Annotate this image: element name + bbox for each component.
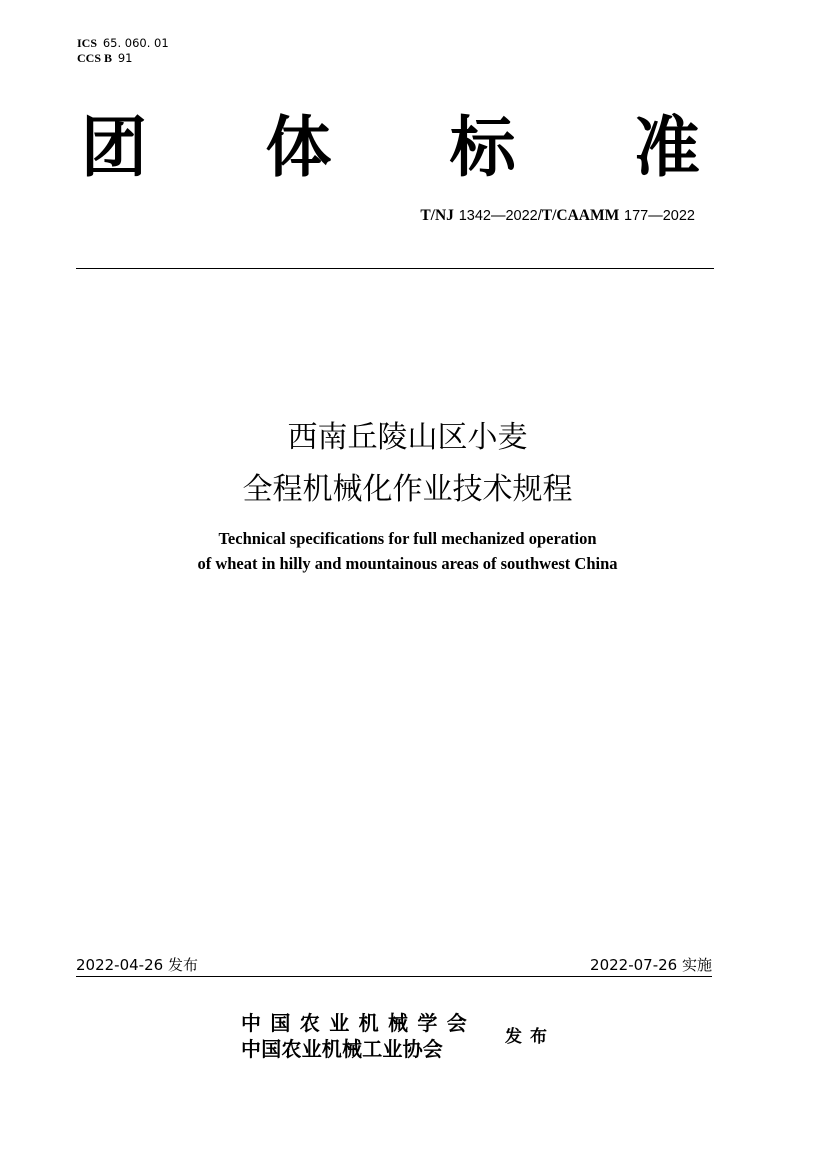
title-zh-line-2: 全程机械化作业技术规程: [242, 472, 573, 507]
header-divider: [76, 268, 714, 269]
std-number-1: 1342—2022/: [458, 208, 542, 224]
ccs-code: [77, 51, 169, 66]
title-en-line-1: Technical specifications for full mechanized operation: [218, 529, 597, 548]
issue-date: 2022-04-26 发布: [76, 956, 198, 974]
document-type-heading: [78, 109, 703, 186]
publisher-org-1: 中国农业机械学会: [241, 1011, 477, 1035]
standard-number: [420, 206, 695, 225]
classification-codes: [77, 36, 169, 66]
footer-divider: [76, 976, 712, 977]
date-row: [76, 955, 712, 977]
std-prefix-1: T/NJ: [420, 207, 454, 224]
publisher-block: [241, 1010, 476, 1062]
ccs-value: 91: [117, 51, 133, 65]
ics-key: ICS: [77, 36, 98, 50]
doc-type-char-4: 准: [633, 109, 700, 186]
std-number-2: 177—2022: [624, 208, 695, 224]
title-zh-line-1: 西南丘陵山区小麦: [287, 420, 528, 455]
ics-code: [77, 36, 169, 51]
implement-date: 2022-07-26 实施: [590, 956, 712, 974]
title-en-line-2: of wheat in hilly and mountainous areas of southwest China: [197, 554, 618, 573]
doc-type-char-3: 标: [449, 109, 516, 186]
publish-label: 发布: [505, 1027, 555, 1047]
ics-value: 65. 060. 01: [102, 36, 169, 50]
doc-type-char-2: 体: [265, 109, 332, 186]
ccs-key: CCS B: [77, 51, 113, 65]
publisher-org-2: 中国农业机械工业协会: [241, 1037, 443, 1061]
doc-type-char-1: 团: [81, 109, 147, 186]
std-prefix-2: T/CAAMM: [541, 207, 620, 224]
